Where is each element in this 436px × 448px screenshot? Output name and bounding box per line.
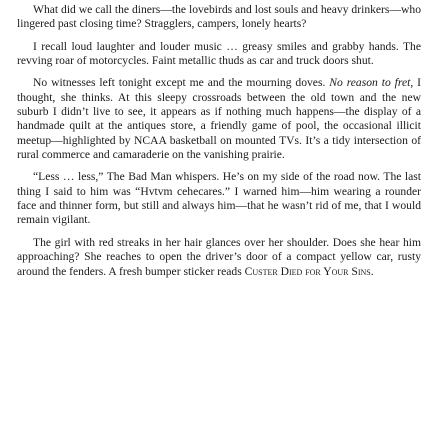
- book-page: [17, 0, 421, 279]
- paragraph-1: [17, 3, 421, 32]
- bumper-sticker-text: Custer Died for Your Sins: [244, 264, 371, 278]
- paragraph-3-italic-phrase: No reason to fret: [329, 76, 411, 90]
- paragraph-1-text: What did we call the diners—the lovebirds and lost souls and heavy drinkers—who lingered past closing time? Stragglers, campers, lonely hearts?: [17, 3, 421, 31]
- paragraph-2-text: I recall loud laughter and louder music … greasy smiles and grabby hands. The revving roar of motorcycles. Faint metallic thuds as car and truck doors shut.: [17, 39, 421, 68]
- paragraph-5-text-a: The girl with red streaks in her hair glances over her shoulder. Does she hear him approaching? She reaches to open the driver’s door of a compact yellow car, rusty around the fenders. A fresh bumper sticker reads: [17, 235, 421, 278]
- paragraph-4: [17, 170, 421, 227]
- paragraph-3-text-a: No witnesses left tonight except me and the mourning doves.: [33, 76, 330, 90]
- paragraph-5-text-b: .: [370, 264, 374, 278]
- paragraph-4-text: “Less … less,” The Bad Man whispers. He’s on my side of the road now. The last thing I said to him was “Hvtvm cehecares.” I warned him—him wearing a rounder face and thinner form, but still and always him—that he wasn’t rid of me, that I would remain vigilant.: [17, 170, 421, 227]
- paragraph-3-text-b: , I thought, she thinks. At this sleepy crossroads between the old town and the new suburb I didn’t live to see, it appears as if nothing much happens—the display of a handmade quilt at the antiques store, a friendly game of pool, the occasional illicit meetup—highlighted by NCAA basketball on mounted TVs. It’s a tidy intersection of rural commerce and camaraderie on the vanishing prairie.: [17, 76, 421, 162]
- paragraph-2: [17, 40, 421, 69]
- paragraph-5: [17, 236, 421, 279]
- paragraph-3: [17, 76, 421, 162]
